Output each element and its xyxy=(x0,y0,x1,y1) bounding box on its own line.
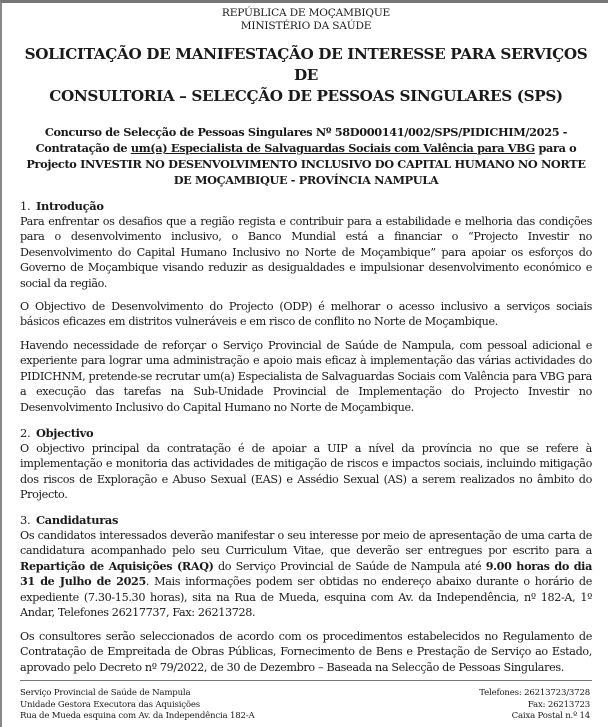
ministry-name: MINISTÉRIO DA SAÚDE xyxy=(240,20,372,32)
section-heading xyxy=(20,199,592,214)
section-title: Candidaturas xyxy=(36,513,119,527)
footer-fax: Fax: 26213723 xyxy=(527,699,590,710)
section-title: Introdução xyxy=(36,199,104,213)
section-objective xyxy=(20,426,592,503)
tender-reference xyxy=(20,124,592,188)
document-content xyxy=(20,3,592,674)
republic-name: REPÚBLICA DE MOÇAMBIQUE xyxy=(221,7,391,19)
section-title: Objectivo xyxy=(36,426,94,440)
recruitment-paragraph-block xyxy=(20,338,592,415)
section-applications xyxy=(20,513,592,620)
footer-divider xyxy=(20,680,592,681)
position-title: um(a) Especialista de Salvaguardas Sociais com Valência para VBG xyxy=(130,141,535,155)
section-heading xyxy=(20,513,592,528)
selection-paragraph: Os consultores serão seleccionados de acordo com os procedimentos estabelecidos no Regulamento de Contratação de Empreitada de Obras Públicas, Fornecimento de Bens e Prestação de Serviço ao Estado, aprovado pelo Decreto nº 79/2022, de 30 de Dezembro – Baseada na Selecção de Pessoas Singulares. xyxy=(20,630,592,674)
footer-address xyxy=(20,688,255,723)
section-number: 2. xyxy=(20,426,31,440)
selection-paragraph-block xyxy=(20,629,592,675)
applications-text-a: Os candidatos interessados deverão manifestar o seu interesse por meio de apresentação de uma carta de candidatura acompanhado pelo seu Curriculum Vitae, que deverão ser entregues por escrito para a xyxy=(20,529,592,558)
footer-phones: Telefones: 26213723/3728 xyxy=(479,688,590,698)
title-line-1: SOLICITAÇÃO DE MANIFESTAÇÃO DE INTERESSE PARA SERVIÇOS DE xyxy=(24,45,588,84)
footer-org: Serviço Provincial de Saúde de Nampula xyxy=(20,688,191,698)
government-header xyxy=(20,7,592,33)
footer-unit: Unidade Gestora Executora das Aquisições xyxy=(20,699,200,710)
footer-po-box: Caixa Postal n.º 14 xyxy=(511,711,590,721)
deadline: 9.00 horas do dia 31 de Julho de 2025 xyxy=(20,558,592,589)
footer-contacts xyxy=(479,688,590,723)
section-number: 1. xyxy=(20,199,31,213)
applications-text-c: . Mais informações podem ser obtidas no endereço abaixo durante o horário de expediente (7.30-15.30 horas), sita na Rua de Mueda, esquina com Av. da Independência, nº 182-A, 1º Andar, Telefones 26217737, Fax: 26213728. xyxy=(20,575,592,620)
applications-text-b: do Serviço Provincial de Saúde de Nampula até xyxy=(213,559,486,573)
procurement-office: Repartição de Aquisições (RAQ) xyxy=(20,558,214,573)
section-number: 3. xyxy=(20,513,31,527)
applications-paragraph xyxy=(20,528,592,620)
section-introduction xyxy=(20,199,592,291)
title-line-2: CONSULTORIA – SELECÇÃO DE PESSOAS SINGULARES (SPS) xyxy=(49,87,563,105)
intro-paragraph: Para enfrentar os desafios que a região regista e contribuir para a estabilidade e melhoria das condições para o desenvolvimento inclusivo, o Banco Mundial está a financiar o “Projecto Investir no Desenvolvimento do Capital Humano Inclusivo no Norte de Moçambique” para apoiar os esforços do Governo de Moçambique visando reduzir as desigualdades e impulsionar desenvolvimento económico e social da região. xyxy=(20,215,592,290)
section-heading xyxy=(20,426,592,441)
reference-prefix: Concurso de Selecção de Pessoas Singulares Nº 58D000141/002/SPS/PIDICHIM/2025 - Contratação de xyxy=(35,125,568,155)
odp-paragraph-block xyxy=(20,299,592,330)
objective-paragraph: O objectivo principal da contratação é de apoiar a UIP a nível da província no que se refere à implementação e monitoria das actividades de mitigação de riscos e impactos sociais, incluindo mitigação dos riscos de Exploração e Abuso Sexual (EAS) e Assédio Sexual (AS) a serem realizados no âmbito do Projecto. xyxy=(20,442,592,502)
odp-paragraph: O Objectivo de Desenvolvimento do Projecto (ODP) é melhorar o acesso inclusivo a serviços sociais básicos eficazes em distritos vulneráveis e em risco de conflito no Norte de Moçambique. xyxy=(20,300,592,329)
document-title xyxy=(20,44,592,107)
recruitment-paragraph: Havendo necessidade de reforçar o Serviço Provincial de Saúde de Nampula, com pessoal adicional e experiente para lograr uma administração e apoio mais eficaz à implementação das várias actividades do PIDICHNM, pretende-se recrutar um(a) Especialista de Salvaguardas Sociais com Valência para VBG para a execução das tarefas na Sub-Unidade Provincial de Implementação do Projecto Investir no Desenvolvimento Inclusivo do Capital Humano no Norte de Moçambique. xyxy=(20,339,592,414)
footer-street: Rua de Mueda esquina com Av. da Independência 182-A xyxy=(20,711,255,721)
reference-suffix: para o Projecto INVESTIR NO DESENVOLVIMENTO INCLUSIVO DO CAPITAL HUMANO NO NORTE DE MOÇAMBIQUE - PROVÍNCIA NAMPULA xyxy=(26,141,586,187)
